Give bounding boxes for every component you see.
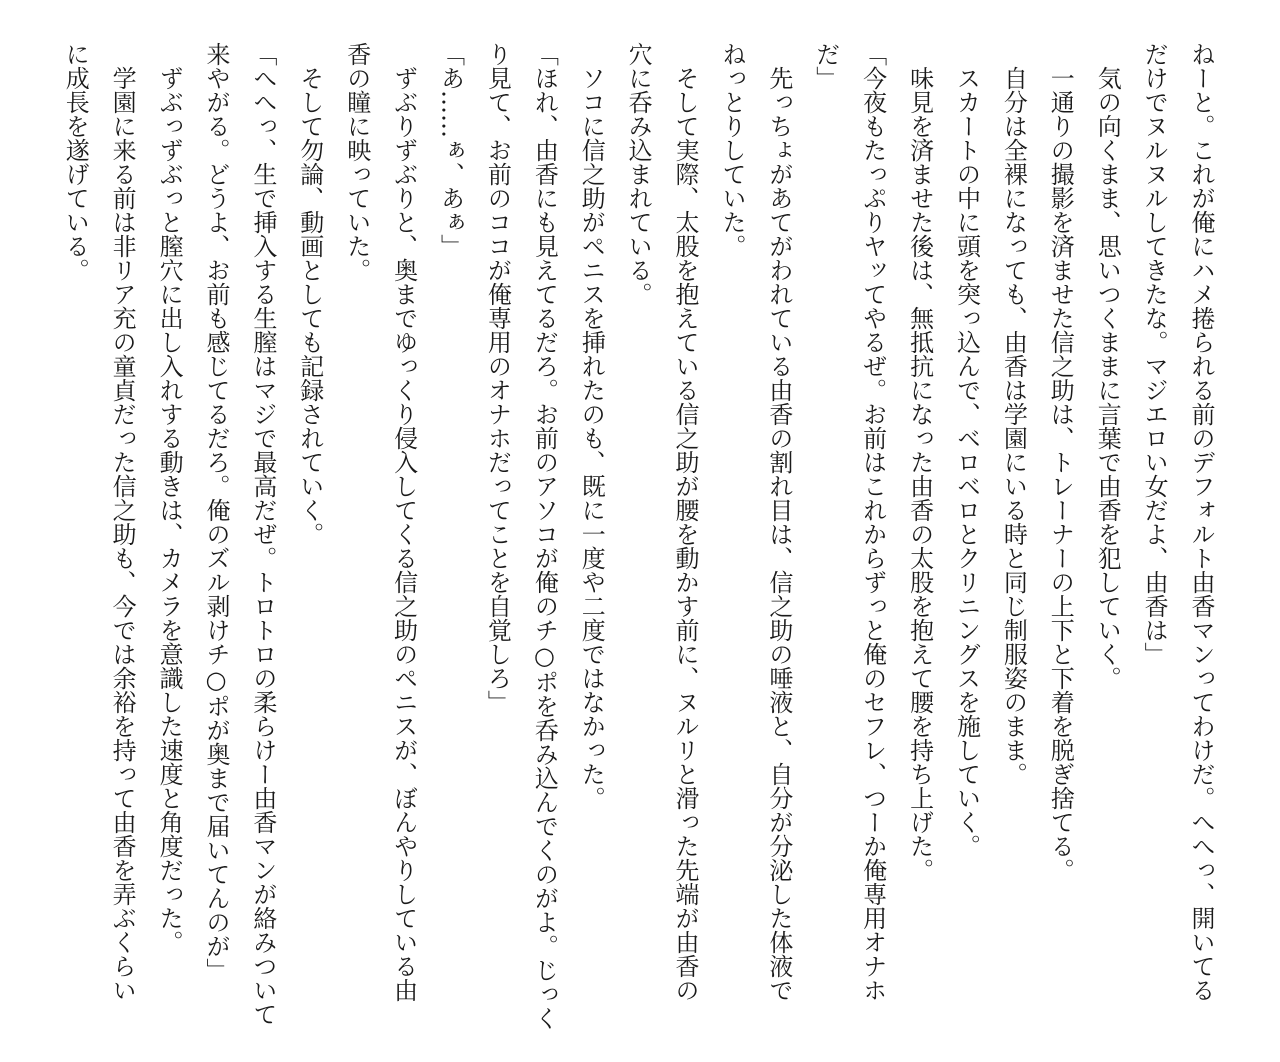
text-line: 「ほれ、由香にも見えてるだろ。お前のアソコが俺のチ○ポを呑み込んでくのがよ。じっく (530, 42, 559, 1030)
text-line: ずぶっずぶっと膣穴に出し入れする動きは、カメラを意識した速度と角度だった。 (155, 42, 184, 954)
text-line: 香の瞳に映っていた。 (342, 42, 371, 282)
text-line: 学園に来る前は非リア充の童貞だった信之助も、今では余裕を持って由香を弄ぶくらい (108, 42, 137, 1002)
text-line: 自分は全裸になっても、由香は学園にいる時と同じ制服姿のまま。 (999, 42, 1028, 786)
text-line: 「あ……ぁ、あぁ」 (436, 42, 465, 258)
text-line: 「今夜もたっぷりヤッてやるぜ。お前はこれからずっと俺のセフレ、つーか俺専用オナホ (858, 42, 887, 1002)
text-line: 味見を済ませた後は、無抵抗になった由香の太股を抱えて腰を持ち上げた。 (905, 42, 934, 882)
text-line: 一通りの撮影を済ませた信之助は、トレーナーの上下と下着を脱ぎ捨てる。 (1046, 42, 1075, 882)
text-line: 先っちょがあてがわれている由香の割れ目は、信之助の唾液と、自分が分泌した体液で (764, 42, 793, 1002)
text-line: 穴に呑み込まれている。 (624, 42, 653, 306)
text-line: ねーと。これが俺にハメ捲られる前のデフォルト由香マンってわけだ。へへっ、開いてる (1187, 42, 1215, 1002)
text-line: 来やがる。どうよ、お前も感じてるだろ。俺のズル剥けチ○ポが奥まで届いてんのが」 (201, 42, 230, 982)
text-line: 「へへっ、生で挿入する生膣はマジで最高だぜ。トロトロの柔らけー由香マンが絡みついて (248, 42, 277, 1026)
text-line: ねっとりしていた。 (717, 42, 746, 258)
text-line: スカートの中に頭を突っ込んで、ベロベロとクリニングスを施していく。 (952, 42, 981, 858)
text-line: り見て、お前のココが俺専用のオナホだってことを自覚しろ」 (483, 42, 512, 714)
text-line: ソコに信之助がペニスを挿れたのも、既に一度や二度ではなかった。 (577, 42, 606, 810)
text-line: 気の向くまま、思いつくままに言葉で由香を犯していく。 (1093, 42, 1122, 690)
text-line: そして実際、太股を抱えている信之助が腰を動かす前に、ヌルリと滑った先端が由香の (671, 42, 700, 1002)
text-line: に成長を遂げている。 (61, 42, 90, 282)
text-line: だ」 (811, 42, 840, 90)
vertical-text-page (51, 42, 1224, 1030)
text-line: だけでヌルヌルしてきたな。マジエロい女だよ、由香は」 (1140, 42, 1169, 666)
text-line: そして勿論、動画としても記録されていく。 (295, 42, 324, 546)
text-line: ずぶりずぶりと、奥までゆっくり侵入してくる信之助のペニスが、ぼんやりしている由 (389, 42, 418, 1002)
